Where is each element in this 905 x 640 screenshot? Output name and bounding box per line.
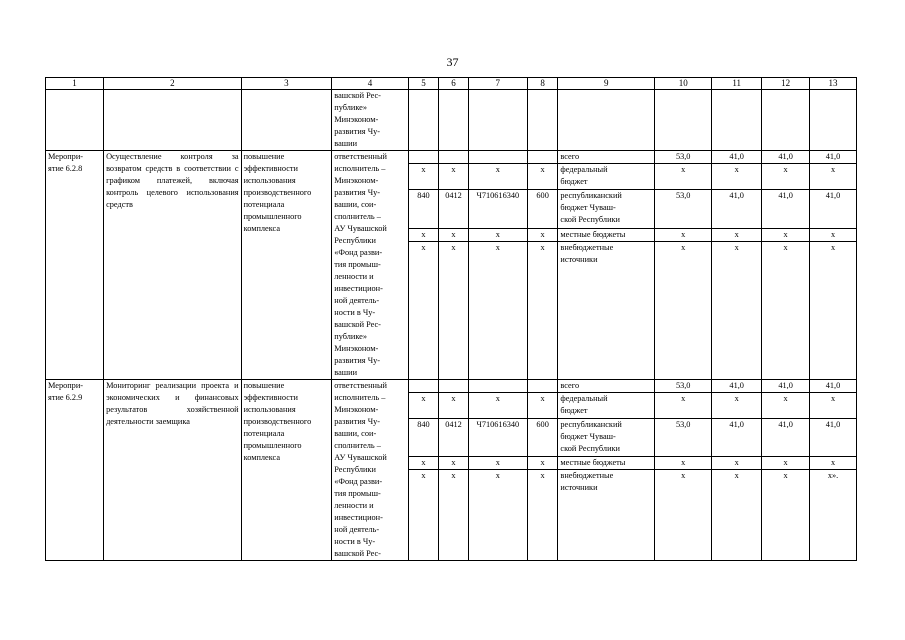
table-row: x x x x местные бюджеты x x x x bbox=[46, 456, 857, 469]
table-row: 840 0412 Ч710616340 600 республиканский бюджет Чуваш- ской Республики 53,0 41,0 41,0 41,0 bbox=[46, 418, 857, 456]
measure-goal: повышение эффективности использования производственного потенциала промышленного комплекса bbox=[241, 151, 332, 380]
table-row: Меропри- ятие 6.2.8 Осуществление контроля за возвратом средств в соответствии с графиком платежей, включая контроль целевого использования средств повышение эффективности использования производственного потенциала промышленного комплекса ответственный исполнитель – Минэконом- развития Чу- вашии, сои- сполнитель – АУ Чувашской Республики «Фонд разви- тия промыш- ленности и инвестицион- ной деятель- ности в Чу- вашской Рес- публике» Минэконом- развития Чу- вашии всего 53,0 41,0 41,0 41,0 bbox=[46, 151, 857, 164]
funding-source: федеральный бюджет bbox=[558, 164, 655, 190]
measure-code: Меропри- ятие 6.2.8 bbox=[46, 151, 104, 380]
table-row: x x x x федеральный бюджет x x x x bbox=[46, 393, 857, 419]
funding-source: внебюджетные источники bbox=[558, 470, 655, 561]
col-header: 1 bbox=[46, 78, 104, 90]
measure-name: Мониторинг реализации проекта и экономических и финансовых результатов хозяйственной деятельности заемщика bbox=[104, 380, 242, 561]
page-number: 37 bbox=[446, 55, 459, 69]
table-row: x x x x федеральный бюджет x x x x bbox=[46, 164, 857, 190]
col-header: 9 bbox=[558, 78, 655, 90]
funding-source: местные бюджеты bbox=[558, 228, 655, 241]
table-row: x x x x внебюджетные источники x x x x bbox=[46, 242, 857, 380]
table-row: x x x x внебюджетные источники x x x x». bbox=[46, 470, 857, 561]
code-cell bbox=[46, 90, 104, 151]
col-header: 12 bbox=[762, 78, 810, 90]
funding-source: всего bbox=[558, 380, 655, 393]
col-header: 8 bbox=[527, 78, 558, 90]
col-header: 3 bbox=[241, 78, 332, 90]
table-row: Меропри- ятие 6.2.9 Мониторинг реализации проекта и экономических и финансовых результатов хозяйственной деятельности заемщика повышение эффективности использования производственного потенциала промышленного комплекса ответственный исполнитель – Минэконом- развития Чу- вашии, сои- сполнитель – АУ Чувашской Республики «Фонд разви- тия промыш- ленности и инвестицион- ной деятель- ности в Чу- вашской Рес- всего 53,0 41,0 41,0 41,0 bbox=[46, 380, 857, 393]
funding-source: всего bbox=[558, 151, 655, 164]
col-header: 7 bbox=[468, 78, 527, 90]
measure-executor: ответственный исполнитель – Минэконом- развития Чу- вашии, сои- сполнитель – АУ Чувашской Республики «Фонд разви- тия промыш- ленности и инвестицион- ной деятель- ности в Чу- вашской Рес- публике» Минэконом- развития Чу- вашии bbox=[332, 151, 408, 380]
executor-cell: вашской Рес- публике» Минэконом- развития Чу- вашии bbox=[332, 90, 408, 151]
col-header: 6 bbox=[439, 78, 469, 90]
measure-code: Меропри- ятие 6.2.9 bbox=[46, 380, 104, 561]
funding-source: республиканский бюджет Чуваш- ской Республики bbox=[558, 418, 655, 456]
table-row: 840 0412 Ч710616340 600 республиканский бюджет Чуваш- ской Республики 53,0 41,0 41,0 41,0 bbox=[46, 190, 857, 228]
goal-cell bbox=[241, 90, 332, 151]
funding-source: внебюджетные источники bbox=[558, 242, 655, 380]
col-header: 4 bbox=[332, 78, 408, 90]
col-header: 2 bbox=[104, 78, 242, 90]
program-table bbox=[45, 77, 857, 561]
measure-name: Осуществление контроля за возвратом средств в соответствии с графиком платежей, включая контроль целевого использования средств bbox=[104, 151, 242, 380]
funding-source: республиканский бюджет Чуваш- ской Республики bbox=[558, 190, 655, 228]
col-header: 5 bbox=[408, 78, 439, 90]
funding-source: местные бюджеты bbox=[558, 456, 655, 469]
col-header: 13 bbox=[810, 78, 857, 90]
funding-source: федеральный бюджет bbox=[558, 393, 655, 419]
continuation-row bbox=[46, 90, 857, 151]
col-header: 11 bbox=[712, 78, 762, 90]
measure-goal: повышение эффективности использования производственного потенциала промышленного комплекса bbox=[241, 380, 332, 561]
measure-executor: ответственный исполнитель – Минэконом- развития Чу- вашии, сои- сполнитель – АУ Чувашской Республики «Фонд разви- тия промыш- ленности и инвестицион- ной деятель- ности в Чу- вашской Рес- bbox=[332, 380, 408, 561]
table-row: x x x x местные бюджеты x x x x bbox=[46, 228, 857, 241]
column-number-row bbox=[46, 78, 857, 90]
name-cell bbox=[104, 90, 242, 151]
col-header: 10 bbox=[655, 78, 712, 90]
